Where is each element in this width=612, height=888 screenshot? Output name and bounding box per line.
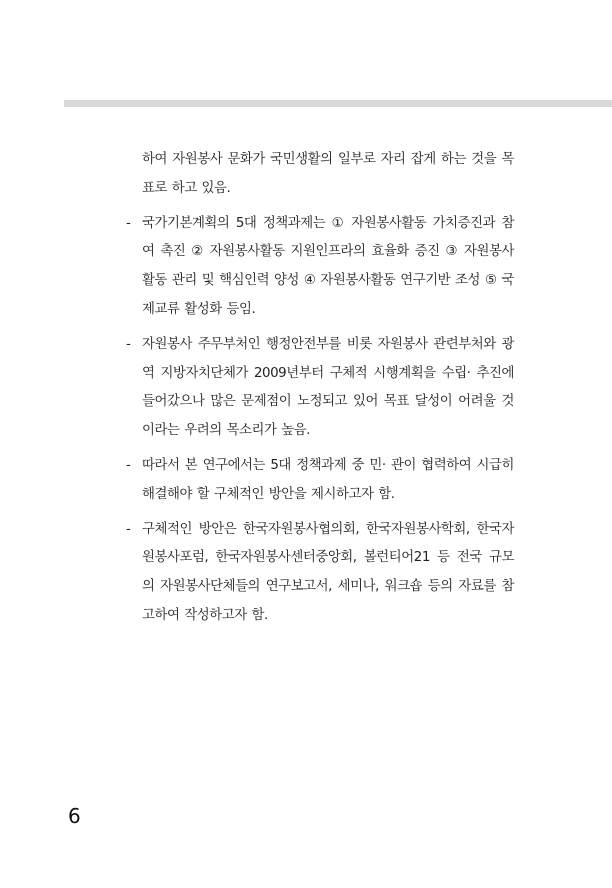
paragraph-bullet: - <box>126 521 131 537</box>
paragraph-bullet: - <box>126 215 131 231</box>
paragraph-text: 자원봉사 주무부처인 행정안전부를 비롯 자원봉사 관련부처와 광역 지방자치단체가 2009년부터 구체적 시행계획을 수립· 추진에 들어갔으나 많은 문제점이 노정되고 있어 목표 달성이 어려울 것이라는 우려의 목소리가 높음. <box>142 336 514 439</box>
paragraph-text: 국가기본계획의 5대 정책과제는 ① 자원봉사활동 가치증진과 참여 촉진 ② 자원봉사활동 지원인프라의 효율화 증진 ③ 자원봉사활동 관리 및 핵심인력 양성 ④ 자원봉사활동 연구기반 조성 ⑤ 국제교류 활성화 등임. <box>142 215 514 317</box>
paragraph-sources <box>124 516 514 631</box>
paragraph-text: 따라서 본 연구에서는 5대 정책과제 중 민· 관이 협력하여 시급히 해결해야 할 구체적인 방안을 제시하고자 함. <box>142 457 514 502</box>
paragraph-research-aim <box>124 452 514 510</box>
paragraph-text: 하여 자원봉사 문화가 국민생활의 일부로 자리 잡게 하는 것을 목표로 하고 있음. <box>142 152 514 196</box>
paragraph-continued <box>124 146 514 204</box>
paragraph-bullet: - <box>126 457 131 473</box>
body-text <box>124 146 514 631</box>
paragraph-bullet: - <box>126 336 131 352</box>
paragraph-text: 구체적인 방안은 한국자원봉사협의회, 한국자원봉사학회, 한국자원봉사포럼, 한국자원봉사센터중앙회, 볼런티어21 등 전국 규모의 자원봉사단체들의 연구보고서, 세미나, 워크숍 등의 자료를 참고하여 작성하고자 함. <box>142 521 514 623</box>
paragraph-policy-tasks <box>124 210 514 325</box>
header-rule <box>64 100 612 107</box>
page-number: 6 <box>68 804 81 828</box>
paragraph-implementation <box>124 331 514 446</box>
